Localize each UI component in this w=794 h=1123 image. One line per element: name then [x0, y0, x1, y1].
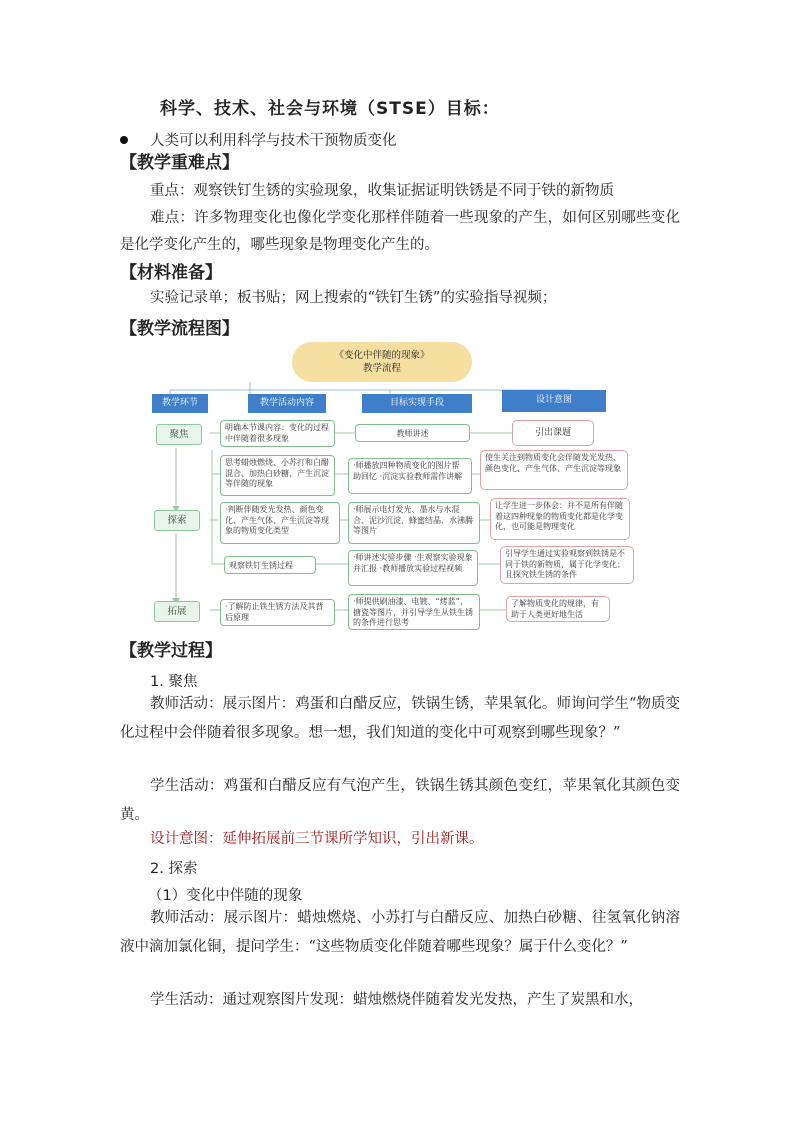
intent-5: 了解物质变化的规律，有助于人类更好地生活	[506, 596, 610, 622]
flowchart-title	[292, 342, 472, 382]
difficulty-hard: 难点：许多物理变化也像化学变化那样伴随着一些现象的产生，如何区别哪些变化是化学变化产生的，哪些现象是物理变化产生的。	[120, 210, 680, 253]
design-intent-1: 设计意图：延伸拓展前三节课所学知识，引出新课。	[150, 831, 484, 847]
section-difficulty: 【教学重难点】	[120, 153, 239, 173]
difficulty-key: 重点：观察铁钉生锈的实验现象，收集证据证明铁锈是不同于铁的新物质	[150, 183, 614, 199]
sub-step-1: （1）变化中伴随的现象	[148, 888, 303, 904]
flowchart-title-line2: 教学流程	[362, 363, 401, 374]
stage-focus: 聚焦	[156, 424, 202, 445]
teaching-flowchart	[140, 338, 660, 638]
intent-1: 引出课题	[512, 420, 594, 446]
intent-3: 让学生进一步体会：并不是所有伴随着这四种现象的物质变化都是化学变化，也可能是物理变化	[490, 498, 630, 540]
section-process: 【教学过程】	[120, 641, 222, 661]
flowchart-title-line1: 《变化中伴随的现象》	[334, 350, 430, 361]
step-focus: 1. 聚焦	[150, 674, 198, 690]
activity-4: 观察铁钉生锈过程	[224, 556, 316, 574]
header-means: 目标实现手段	[362, 394, 472, 413]
stse-bullet: 人类可以利用科学与技术干预物质变化	[150, 133, 397, 149]
teacher-activity-2: 教师活动：展示图片：蜡烛燃烧、小苏打与白醋反应、加热白砂糖、往氢氧化钠溶液中滴加氯化铜，提问学生：“这些物质变化伴随着哪些现象？属于什么变化？”	[120, 910, 680, 955]
section-materials: 【材料准备】	[120, 263, 222, 283]
student-activity-1: 学生活动：鸡蛋和白醋反应有气泡产生，铁锅生锈其颜色变红，苹果氧化其颜色变黄。	[120, 778, 680, 823]
stage-explore: 探索	[154, 510, 200, 531]
header-stage: 教学环节	[152, 394, 208, 413]
activity-1: 明确本节课内容：变化的过程中伴随着很多现象	[220, 420, 335, 447]
header-activity: 教学活动内容	[248, 394, 326, 413]
teacher-activity-1: 教师活动：展示图片：鸡蛋和白醋反应，铁锅生锈，苹果氧化。师询问学生“物质变化过程中会伴随着很多现象。想一想，我们知道的变化中可观察到哪些现象？”	[120, 696, 680, 741]
means-2: ·师播放四种物质变化的图片帮助回忆 ·沉淀实验教师需作讲解	[348, 458, 472, 494]
section-flowchart: 【教学流程图】	[120, 319, 239, 339]
means-4: ·师讲述实验步骤 ·生观察实验现象并汇报 ·教师播放实验过程视频	[348, 550, 478, 586]
stse-title: 科学、技术、社会与环境（STSE）目标：	[160, 99, 500, 119]
activity-2: 思考蜡烛燃烧、小苏打和白醋混合、加热白砂糖、产生沉淀等伴随的现象	[220, 455, 335, 496]
bullet-icon	[120, 136, 128, 144]
intent-2: 使生关注到物质变化会伴随发光发热、颜色变化、产生气体、产生沉淀等现象	[480, 450, 628, 490]
intent-4: 引导学生通过实验观察到铁锈是不同于铁的新物质，属于化学变化；且探究铁生锈的条件	[500, 546, 634, 584]
stage-extend: 拓展	[154, 601, 200, 622]
means-3: ·师展示电灯发光、墨水与水混合、泥沙沉淀、蜂蜜结晶、水沸腾等图片	[348, 502, 480, 544]
materials-text: 实验记录单；板书贴；网上搜索的“铁钉生锈”的实验指导视频；	[150, 290, 557, 306]
means-5: ·师提供刷油漆、电镀、“烤蓝”、搪瓷等图片，并引导学生从铁生锈的条件进行思考	[348, 594, 480, 630]
header-intent: 设计意图	[502, 390, 606, 412]
activity-3: ·判断伴随发光发热、颜色变化、产生气体、产生沉淀等现象的物质变化类型	[220, 502, 340, 544]
activity-5: ·了解防止铁生锈方法及其背后原理	[220, 599, 335, 626]
step-explore: 2. 探索	[150, 861, 198, 877]
means-1: 教师讲述	[355, 424, 470, 442]
student-activity-2: 学生活动：通过观察图片发现：蜡烛燃烧伴随着发光发热，产生了炭黑和水，	[150, 992, 643, 1008]
